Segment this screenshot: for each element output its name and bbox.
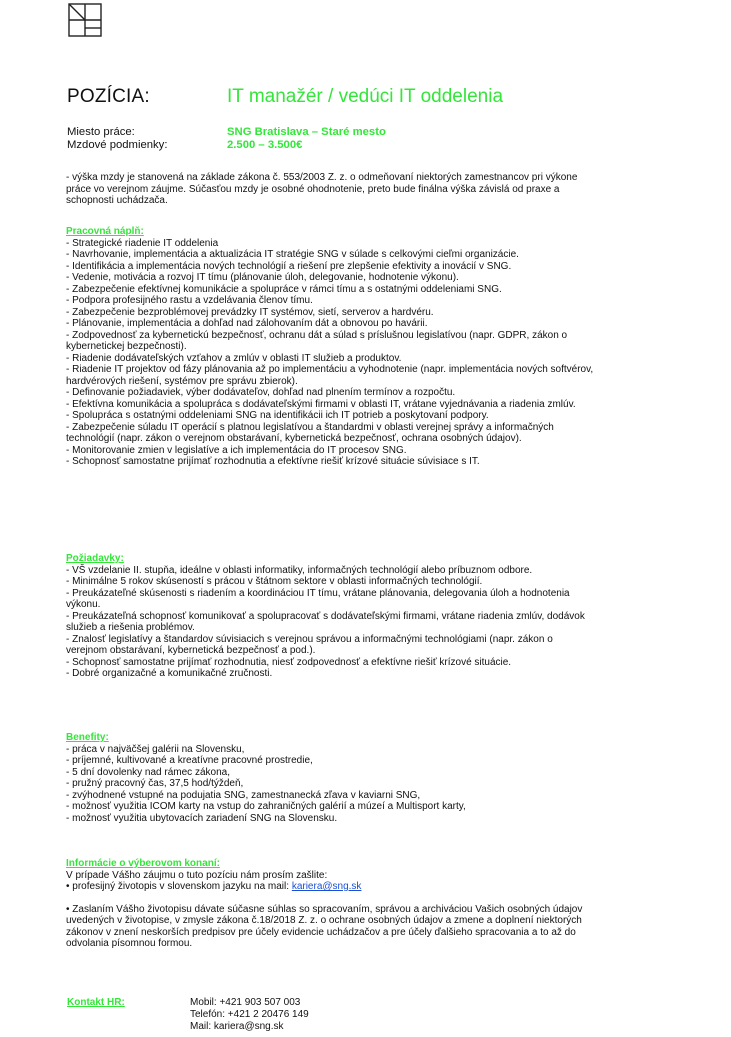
list-item: - Navrhovanie, implementácia a aktualizácia IT stratégie SNG v súlade s celkovými cieľmi organizácie. [66,249,519,260]
cv-text: • profesijný životopis v slovenskom jazyku na mail: [66,881,292,892]
contact-phone: Telefón: +421 2 20476 149 [190,1009,309,1020]
list-item: - Monitorovanie zmien v legislatíve a ich implementácia do IT procesov SNG. [66,444,407,456]
list-item: - Vedenie, motivácia a rozvoj IT tímu (plánovanie úloh, delegovanie, hodnotenie výkonu). [66,272,459,283]
list-item: - Preukázateľné skúsenosti s riadením a koordináciou IT tímu, vrátane plánovania, delegovania úloh a hodnotenia výkonu. [66,587,570,610]
salary-note: - výška mzdy je stanovená na základe zákona č. 553/2003 Z. z. o odmeňovaní niektorých zamestnancov pri výkone práce vo verejnom záujme. Súčasťou mzdy je osobné ohodnotenie, preto bude finálna výška závislá od praxe a schopnosti uchádzača. [66,172,578,206]
benefits-section [66,732,596,824]
benefits-list [66,744,596,825]
list-item: - VŠ vzdelanie II. stupňa, ideálne v oblasti informatiky, informačných technológií alebo príbuznom odbore. [66,564,533,576]
list-item: - Zabezpečenie súladu IT operácií s platnou legislatívou a štandardmi v oblasti verejnej správy a informačných technológií (napr. zákon o verejnom obstarávaní, kybernetická bezpečnosť, ochrana osobných údajov). [66,421,554,444]
list-item: - Riadenie dodávateľských vzťahov a zmlúv v oblasti IT služieb a produktov. [66,352,402,364]
consent-text: • Zaslaním Vášho životopisu dávate súčasne súhlas so spracovaním, správou a archiváciou Vašich osobných údajov uvedených v životopise, v zmysle zákona č.18/2018 Z. z. o ochrane osobných údajov a zmene a doplnení niektorých zákonov v znení neskorších predpisov pre účely evidencie uchádzačov a pre účely ďalšieho spracovania a to až do odvolania písomnou formou. [66,903,583,949]
list-item: - Podpora profesijného rastu a vzdelávania členov tímu. [66,295,313,306]
requirements-section [66,553,596,680]
list-item: - Dobré organizačné a komunikačné zručnosti. [66,668,273,679]
application-section [66,858,596,950]
list-item: - Zabezpečenie efektívnej komunikácie a spolupráce v rámci tímu a s ostatnými oddeleniami SNG. [66,283,502,295]
list-item: - Plánovanie, implementácia a dohľad nad zálohovaním dát a obnovou po havárii. [66,318,428,329]
duties-list [66,238,596,468]
list-item: - Minimálne 5 rokov skúseností s prácou v štátnom sektore v oblasti informačných technológií. [66,576,483,587]
salary-value: 2.500 – 3.500€ [227,139,303,151]
list-item: - príjemné, kultivované a kreatívne pracovné prostredie, [66,755,313,766]
cv-line [66,881,596,893]
contact-heading: Kontakt HR: [67,997,125,1008]
duties-heading: Pracovná náplň: [66,226,144,237]
list-item: - Definovanie požiadaviek, výber dodávateľov, dohľad nad plnením termínov a rozpočtu. [66,387,456,398]
salary-label: Mzdové podmienky: [67,139,168,151]
list-item: - Schopnosť samostatne prijímať rozhodnutia a efektívne riešiť krízové situácie súvisiace s IT. [66,456,480,467]
application-intro: V prípade Vášho záujmu o tuto pozíciu nám prosím zašlite: [66,869,328,881]
list-item: - Znalosť legislatívy a štandardov súvisiacich s verejnou správou a informačnými technológiami (napr. zákon o verejnom obstarávaní, kybernetická bezpečnosť a pod.). [66,633,553,656]
duties-section [66,226,596,468]
contact-mobile: Mobil: +421 903 507 003 [190,997,301,1008]
list-item: - Spolupráca s ostatnými oddeleniami SNG na identifikácii ich IT potrieb a poskytovaní podpory. [66,410,489,421]
list-item: - Schopnosť samostatne prijímať rozhodnutia, niesť zodpovednosť a efektívne riešiť krízové situácie. [66,656,512,668]
place-value: SNG Bratislava – Staré mesto [227,126,386,138]
application-heading: Informácie o výberovom konaní: [66,858,220,869]
list-item: - Preukázateľná schopnosť komunikovať a spolupracovať s dodávateľskými firmami, vrátane riadenia zmlúv, dodávok služieb a riešenia problémov. [66,610,585,633]
email-link[interactable]: kariera@sng.sk [291,881,362,892]
list-item: - Zodpovednosť za kybernetickú bezpečnosť, ochranu dát a súlad s príslušnou legislatívou (napr. GDPR, zákon o kybernetickej bezpečnosti). [66,329,568,352]
benefits-heading: Benefity: [66,732,109,743]
list-item: - Identifikácia a implementácia nových technológií a riešení pre zlepšenie efektivity a inovácií v SNG. [66,260,512,272]
requirements-heading: Požiadavky: [66,553,124,564]
contact-mail: Mail: kariera@sng.sk [190,1021,284,1032]
position-label: POZÍCIA: [67,86,150,107]
sng-logo-icon [68,3,102,37]
contact-details [190,997,309,1033]
list-item: - Zabezpečenie bezproblémovej prevádzky IT systémov, sietí, serverov a hardvéru. [66,306,434,318]
requirements-list [66,565,596,680]
list-item: - možnosť využitia ICOM karty na vstup do zahraničných galérií a múzeí a Multisport karty, [66,801,466,812]
list-item: - Efektívna komunikácia a spolupráca s dodávateľskými firmami v oblasti IT, vrátane vyjednávania a riadenia zmlúv. [66,398,576,410]
list-item: - Riadenie IT projektov od fázy plánovania až po implementáciu a vyhodnotenie (napr. implementácia nových softvérov, hardvérových riešení, systémov pre správu zbierok). [66,364,594,387]
list-item: - zvýhodnené vstupné na podujatia SNG, zamestnanecká zľava v kaviarni SNG, [66,789,421,801]
list-item: - možnosť využitia ubytovacích zariadení SNG na Slovensku. [66,812,338,824]
list-item: - pružný pracovný čas, 37,5 hod/týždeň, [66,778,244,789]
place-label: Miesto práce: [67,126,135,138]
list-item: - 5 dní dovolenky nad rámec zákona, [66,766,230,778]
list-item: - práca v najväčšej galérii na Slovensku, [66,743,245,755]
salary-note-section [66,172,596,207]
list-item: - Strategické riadenie IT oddelenia [66,237,219,249]
position-title: IT manažér / vedúci IT oddelenia [227,86,504,107]
